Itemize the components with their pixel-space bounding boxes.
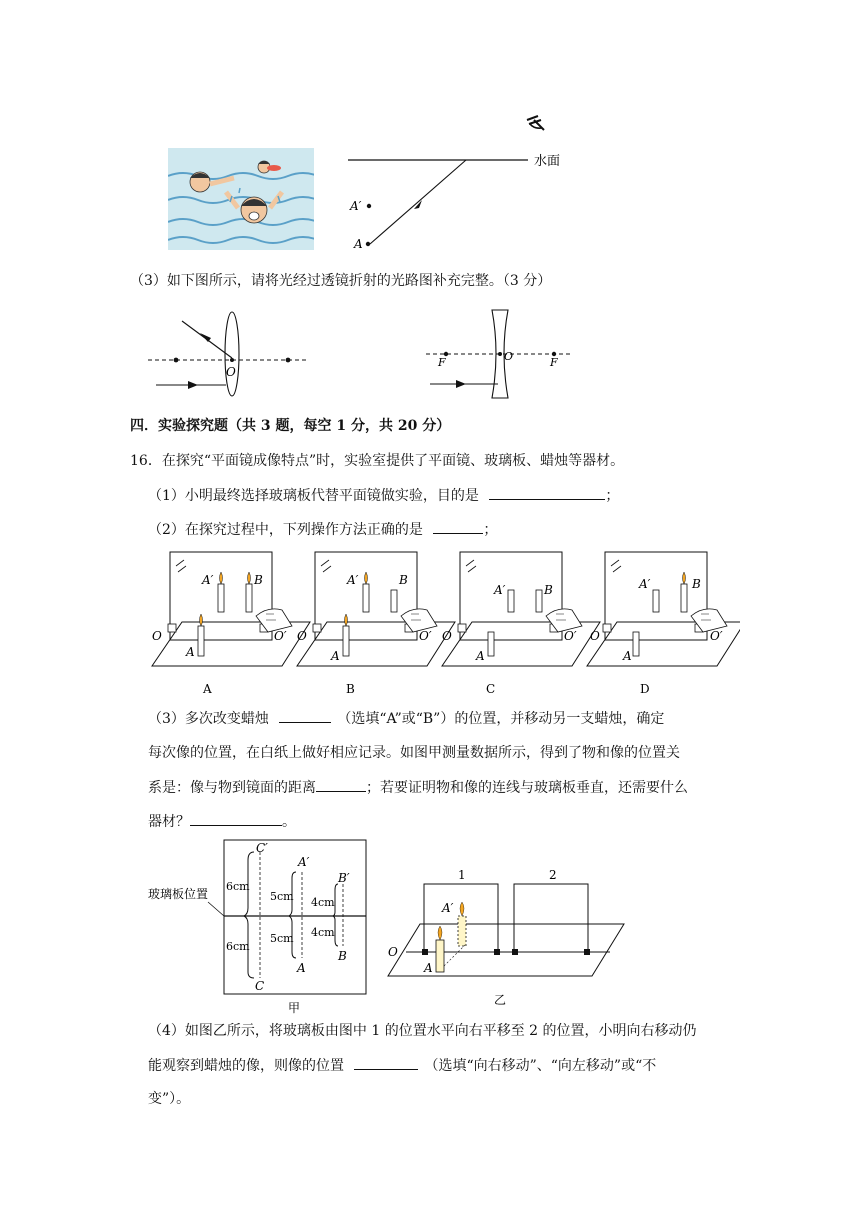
q16-part4-line2-a: 能观察到蜡烛的像，则像的位置	[148, 1058, 344, 1074]
answer-blank-1[interactable]	[489, 485, 605, 500]
fig-label-o-prime: O′	[564, 629, 577, 643]
jia-label-c: C	[255, 979, 265, 993]
q16-part3-line3-b: ；若要证明物和像的连线与玻璃板垂直，还需要什么	[366, 780, 688, 796]
convex-lens-center-label: O	[226, 365, 236, 379]
drowning-swimmer-illustration	[168, 148, 314, 250]
fig-label-b: B	[544, 583, 553, 597]
q16-part2-suffix: ；	[483, 522, 498, 538]
fig-label-o: O	[152, 629, 162, 643]
fig-label-o-prime: O′	[419, 629, 432, 643]
focus-left-label: F	[438, 356, 446, 369]
q15-part3-text: （3）如下图所示，请将光经过透镜折射的光路图补充完整。（3 分）	[130, 273, 552, 289]
yi-label-o: O	[388, 945, 398, 959]
q16-part4-line2-b: （选填“向右移动”、“向左移动”或“不	[424, 1058, 657, 1074]
yi-label-a-prime: A′	[442, 901, 454, 915]
fig-label-a-prime: A′	[202, 573, 214, 587]
yi-position-1-label: 1	[458, 868, 466, 882]
answer-blank-3[interactable]	[279, 708, 331, 723]
fig-label-a-prime: A′	[494, 583, 506, 597]
refraction-water-diagram	[340, 148, 580, 250]
focus-right-label: F	[550, 356, 558, 369]
fig-label-a: A	[476, 649, 485, 663]
jia-label-a-prime: A′	[298, 855, 310, 869]
eye-icon	[522, 114, 548, 136]
jia-distance-b-top: 4cm	[311, 896, 335, 909]
fig-label-o: O	[590, 629, 600, 643]
answer-blank-5[interactable]	[190, 811, 282, 826]
fig-label-o: O	[297, 629, 307, 643]
fig-label-b: B	[692, 577, 701, 591]
figure-jia-measurement	[146, 838, 376, 1014]
answer-blank-4[interactable]	[316, 777, 366, 792]
point-a-prime-label: A′	[350, 199, 362, 213]
jia-distance-a-top: 5cm	[270, 890, 294, 903]
q16-part3-line4-a: 器材？	[148, 814, 190, 830]
option-figure-c	[442, 552, 600, 666]
fig-label-b: B	[399, 573, 408, 587]
q16-part1-prefix: （1）小明最终选择玻璃板代替平面镜做实验，目的是	[148, 488, 479, 504]
jia-distance-c-top: 6cm	[226, 880, 250, 893]
fig-label-a-prime: A′	[639, 577, 651, 591]
jia-distance-c-bottom: 6cm	[226, 940, 250, 953]
concave-lens-diagram	[420, 308, 580, 400]
jia-distance-b-bottom: 4cm	[311, 926, 335, 939]
fig-label-b: B	[254, 573, 263, 587]
section-heading: 四．实验探究题（共 3 题，每空 1 分，共 20 分）	[130, 418, 451, 434]
figure-jia-caption: 甲	[288, 1001, 301, 1014]
option-figure-b	[297, 552, 455, 666]
fig-label-a-prime: A′	[347, 573, 359, 587]
answer-blank-6[interactable]	[354, 1055, 418, 1070]
q16-part4-line2	[148, 1055, 656, 1076]
option-figure-d	[587, 552, 740, 666]
fig-label-o-prime: O′	[710, 629, 723, 643]
q16-intro: 16．在探究“平面镜成像特点”时，实验室提供了平面镜、玻璃板、蜡烛等器材。	[130, 453, 625, 469]
fig-label-o: O	[442, 629, 452, 643]
convex-lens-diagram	[140, 308, 315, 398]
figure-yi-setup	[384, 862, 634, 1012]
point-a-label: A	[354, 237, 363, 250]
option-label-a: A	[203, 682, 212, 696]
fig-label-a: A	[186, 645, 195, 659]
option-label-d: D	[640, 682, 650, 696]
q16-part3-line2: 每次像的位置，在白纸上做好相应记录。如图甲测量数据所示，得到了物和像的位置关	[148, 745, 680, 761]
fig-label-a: A	[331, 649, 340, 663]
fig-label-a: A	[623, 649, 632, 663]
q16-part1	[148, 485, 619, 506]
jia-label-c-prime: C′	[256, 841, 268, 855]
q16-part4-line3: 变”）。	[148, 1091, 191, 1107]
q16-part3-line1-a: （3）多次改变蜡烛	[148, 711, 269, 727]
q16-part2-prefix: （2）在探究过程中，下列操作方法正确的是	[148, 522, 423, 538]
answer-blank-2[interactable]	[433, 519, 483, 534]
option-figure-a	[152, 552, 310, 666]
q16-part1-suffix: ；	[605, 488, 620, 504]
yi-position-2-label: 2	[549, 868, 557, 882]
option-label-b: B	[346, 682, 355, 696]
concave-lens-center-label: O	[504, 350, 514, 363]
fig-label-o-prime: O′	[274, 629, 287, 643]
jia-distance-a-bottom: 5cm	[270, 932, 294, 945]
water-surface-label: 水面	[534, 154, 561, 169]
option-label-c: C	[486, 682, 496, 696]
mirror-experiment-options	[140, 548, 740, 698]
q16-part2	[148, 519, 497, 540]
jia-label-a: A	[297, 961, 306, 975]
q16-part3-line3-a: 系是：像与物到镜面的距离	[148, 780, 316, 796]
q16-part4-line1: （4）如图乙所示，将玻璃板由图中 1 的位置水平向右平移至 2 的位置，小明向右移动仍	[148, 1023, 697, 1039]
q16-part3-line3	[148, 777, 688, 798]
jia-glass-position-label: 玻璃板位置	[148, 887, 209, 901]
q16-part3-line4	[148, 811, 296, 832]
jia-label-b: B	[338, 949, 347, 963]
q16-part3-line1-b: （选填“A”或“B”）的位置，并移动另一支蜡烛，确定	[337, 711, 665, 727]
yi-label-a: A	[424, 961, 433, 975]
jia-label-b-prime: B′	[338, 871, 350, 885]
q16-part3-line1	[148, 708, 664, 729]
figure-yi-caption: 乙	[494, 993, 507, 1007]
q16-part3-line4-b: 。	[282, 814, 296, 830]
